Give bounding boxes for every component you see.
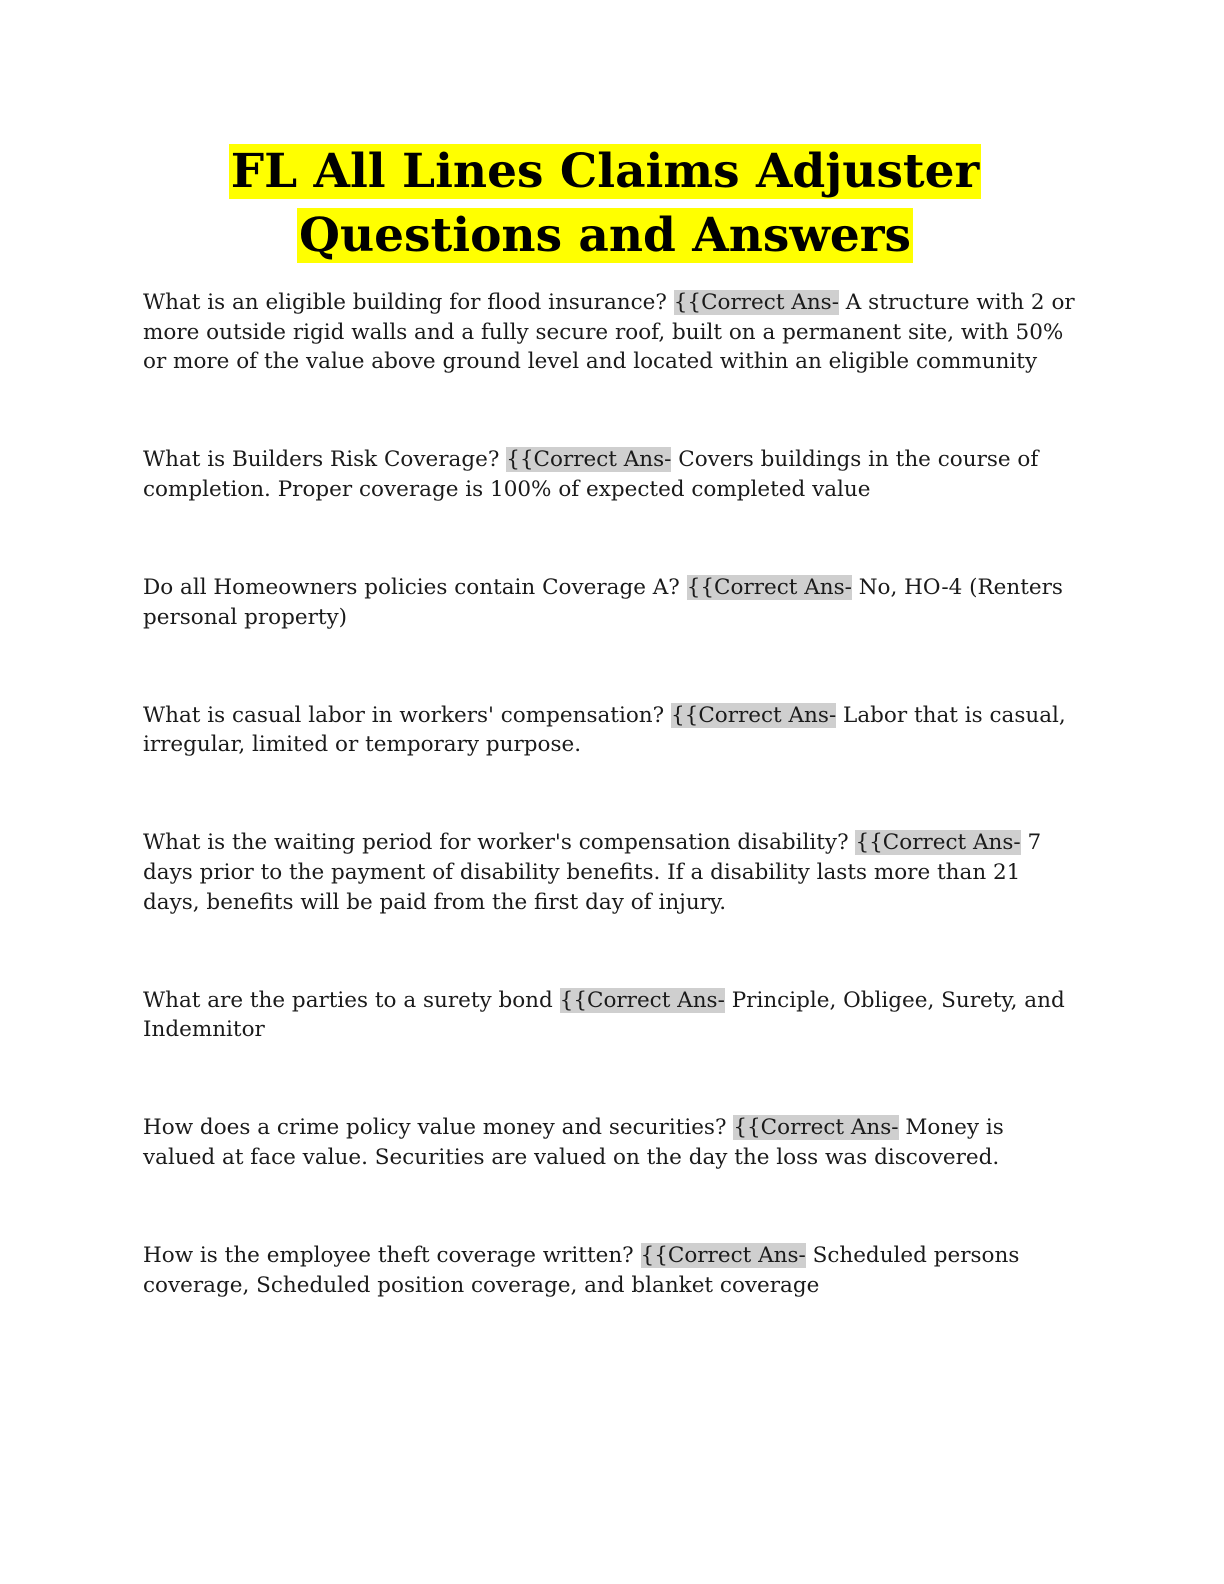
qa-item <box>143 445 1078 504</box>
answer-marker: {{Correct Ans- <box>670 702 837 728</box>
answer-text: 7 days prior to the payment of disability benefits. If a disability lasts more than 21 days, benefits will be paid from the first day of injury. <box>143 830 1042 915</box>
answer-text: No, HO-4 (Renters personal property) <box>143 574 1063 630</box>
answer-marker: {{Correct Ans- <box>855 830 1021 856</box>
question-text: What is the waiting period for worker's compensation disability? <box>143 830 856 856</box>
answer-text: Money is valued at face value. Securities are valued on the day the loss was discovered. <box>143 1115 1004 1170</box>
qa-item <box>143 1113 1078 1172</box>
answer-marker: {{Correct Ans- <box>733 1115 899 1141</box>
qa-item <box>143 288 1078 377</box>
question-text: What is casual labor in workers' compensation? <box>143 702 671 728</box>
title-line-1: FL All Lines Claims Adjuster <box>230 144 980 199</box>
answer-text: Covers buildings in the course of completion. Proper coverage is 100% of expected completed value <box>143 447 1039 502</box>
question-text: How is the employee theft coverage written? <box>143 1243 641 1268</box>
qa-item <box>143 701 1078 760</box>
page-title <box>140 140 1070 268</box>
answer-text: A structure with 2 or more outside rigid walls and a fully secure roof, built on a permanent site, with 50% or more of the value above ground level and located within an eligible community <box>143 290 1075 375</box>
question-text: What are the parties to a surety bond <box>143 987 560 1013</box>
qa-item <box>143 828 1078 917</box>
answer-marker: {{Correct Ans- <box>559 987 725 1013</box>
answer-marker: {{Correct Ans- <box>686 574 852 600</box>
question-text: How does a crime policy value money and securities? <box>143 1115 734 1141</box>
question-text: What is Builders Risk Coverage? <box>143 447 507 473</box>
question-text: Do all Homeowners policies contain Coverage A? <box>143 574 687 600</box>
answer-marker: {{Correct Ans- <box>640 1243 806 1268</box>
answer-text: Scheduled persons coverage, Scheduled position coverage, and blanket coverage <box>143 1243 1020 1298</box>
answer-text: Principle, Obligee, Surety, and Indemnitor <box>143 987 1065 1043</box>
qa-item <box>143 986 1078 1045</box>
answer-text: Labor that is casual, irregular, limited or temporary purpose. <box>143 702 1066 758</box>
answer-marker: {{Correct Ans- <box>673 290 839 315</box>
title-line-2: Questions and Answers <box>299 208 911 263</box>
qa-item <box>143 1241 1078 1300</box>
answer-marker: {{Correct Ans- <box>506 447 672 473</box>
question-text: What is an eligible building for flood insurance? <box>143 290 674 315</box>
qa-list <box>143 288 1078 1300</box>
qa-item <box>143 573 1078 632</box>
